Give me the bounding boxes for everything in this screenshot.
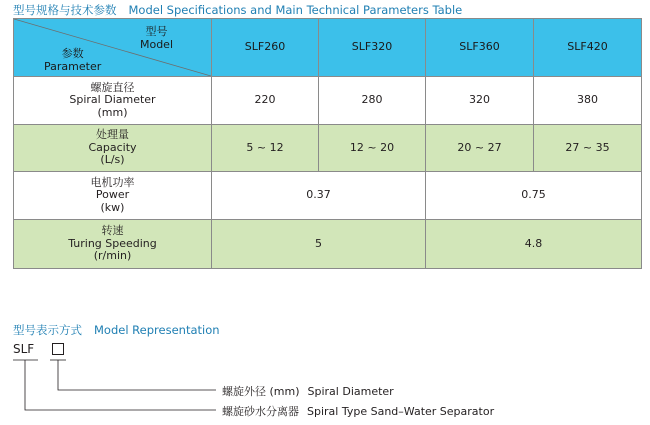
- value-cell: 380: [534, 77, 642, 125]
- value-cell: 27 ~ 35: [534, 125, 642, 172]
- table-row: [14, 172, 642, 220]
- corner-param-label: [44, 47, 101, 73]
- param-cell: [14, 220, 212, 269]
- value-cell: 0.37: [212, 172, 426, 220]
- spec-title-cn: 型号规格与技术参数: [13, 3, 117, 17]
- param-name-cn: 螺旋直径: [90, 80, 135, 94]
- spec-table: [13, 18, 642, 269]
- param-unit: (L/s): [100, 153, 125, 167]
- model-header: SLF320: [319, 19, 426, 77]
- value-cell: 280: [319, 77, 426, 125]
- corner-param-en: Parameter: [44, 60, 102, 73]
- param-name-cn: 转速: [101, 224, 124, 238]
- value-cell: 20 ~ 27: [426, 125, 534, 172]
- placeholder-box-icon: [52, 343, 64, 355]
- spec-table-heading: [13, 2, 462, 18]
- value-cell: 320: [426, 77, 534, 125]
- legend-diameter: [222, 383, 394, 399]
- value-cell: 5: [212, 220, 426, 269]
- param-unit: (mm): [97, 105, 128, 119]
- param-unit: (r/min): [93, 249, 132, 263]
- param-name-en: Capacity: [88, 140, 137, 154]
- spec-title-en: Model Specifications and Main Technical Parameters Table: [128, 3, 463, 17]
- value-cell: 12 ~ 20: [319, 125, 426, 172]
- model-code: SLF: [13, 342, 35, 356]
- corner-param-cn: 参数: [61, 47, 84, 60]
- param-cell: [14, 77, 212, 125]
- diameter-leader: [58, 360, 216, 390]
- param-name-en: Turing Speeding: [68, 236, 157, 250]
- legend-cn: 螺旋砂水分离器: [222, 405, 299, 418]
- corner-model-label: [140, 25, 173, 51]
- param-name-en: Spiral Diameter: [69, 93, 156, 107]
- separator-leader: [25, 360, 216, 410]
- corner-model-en: Model: [139, 38, 173, 51]
- param-name-en: Power: [95, 188, 130, 202]
- param-cell: [14, 125, 212, 172]
- param-name-cn: 电机功率: [90, 175, 135, 189]
- corner-cell: [14, 19, 212, 77]
- value-cell: 220: [212, 77, 319, 125]
- value-cell: 4.8: [426, 220, 642, 269]
- table-row: [14, 220, 642, 269]
- param-cell: [14, 172, 212, 220]
- table-header-row: [14, 19, 642, 77]
- param-name-cn: 处理量: [96, 128, 129, 142]
- param-unit: (kw): [100, 200, 125, 214]
- representation-heading: [13, 322, 220, 338]
- legend-en: Spiral Type Sand–Water Separator: [307, 405, 495, 418]
- legend-en: Spiral Diameter: [307, 385, 394, 398]
- legend-cn: 螺旋外径 (mm): [222, 385, 300, 398]
- legend-separator: [222, 403, 494, 419]
- value-cell: 0.75: [426, 172, 642, 220]
- model-header: SLF360: [426, 19, 534, 77]
- model-header: SLF420: [534, 19, 642, 77]
- representation-title-en: Model Representation: [94, 323, 220, 337]
- corner-model-cn: 型号: [145, 25, 168, 38]
- model-header: SLF260: [212, 19, 319, 77]
- value-cell: 5 ~ 12: [212, 125, 319, 172]
- table-row: [14, 77, 642, 125]
- table-row: [14, 125, 642, 172]
- representation-title-cn: 型号表示方式: [13, 323, 82, 337]
